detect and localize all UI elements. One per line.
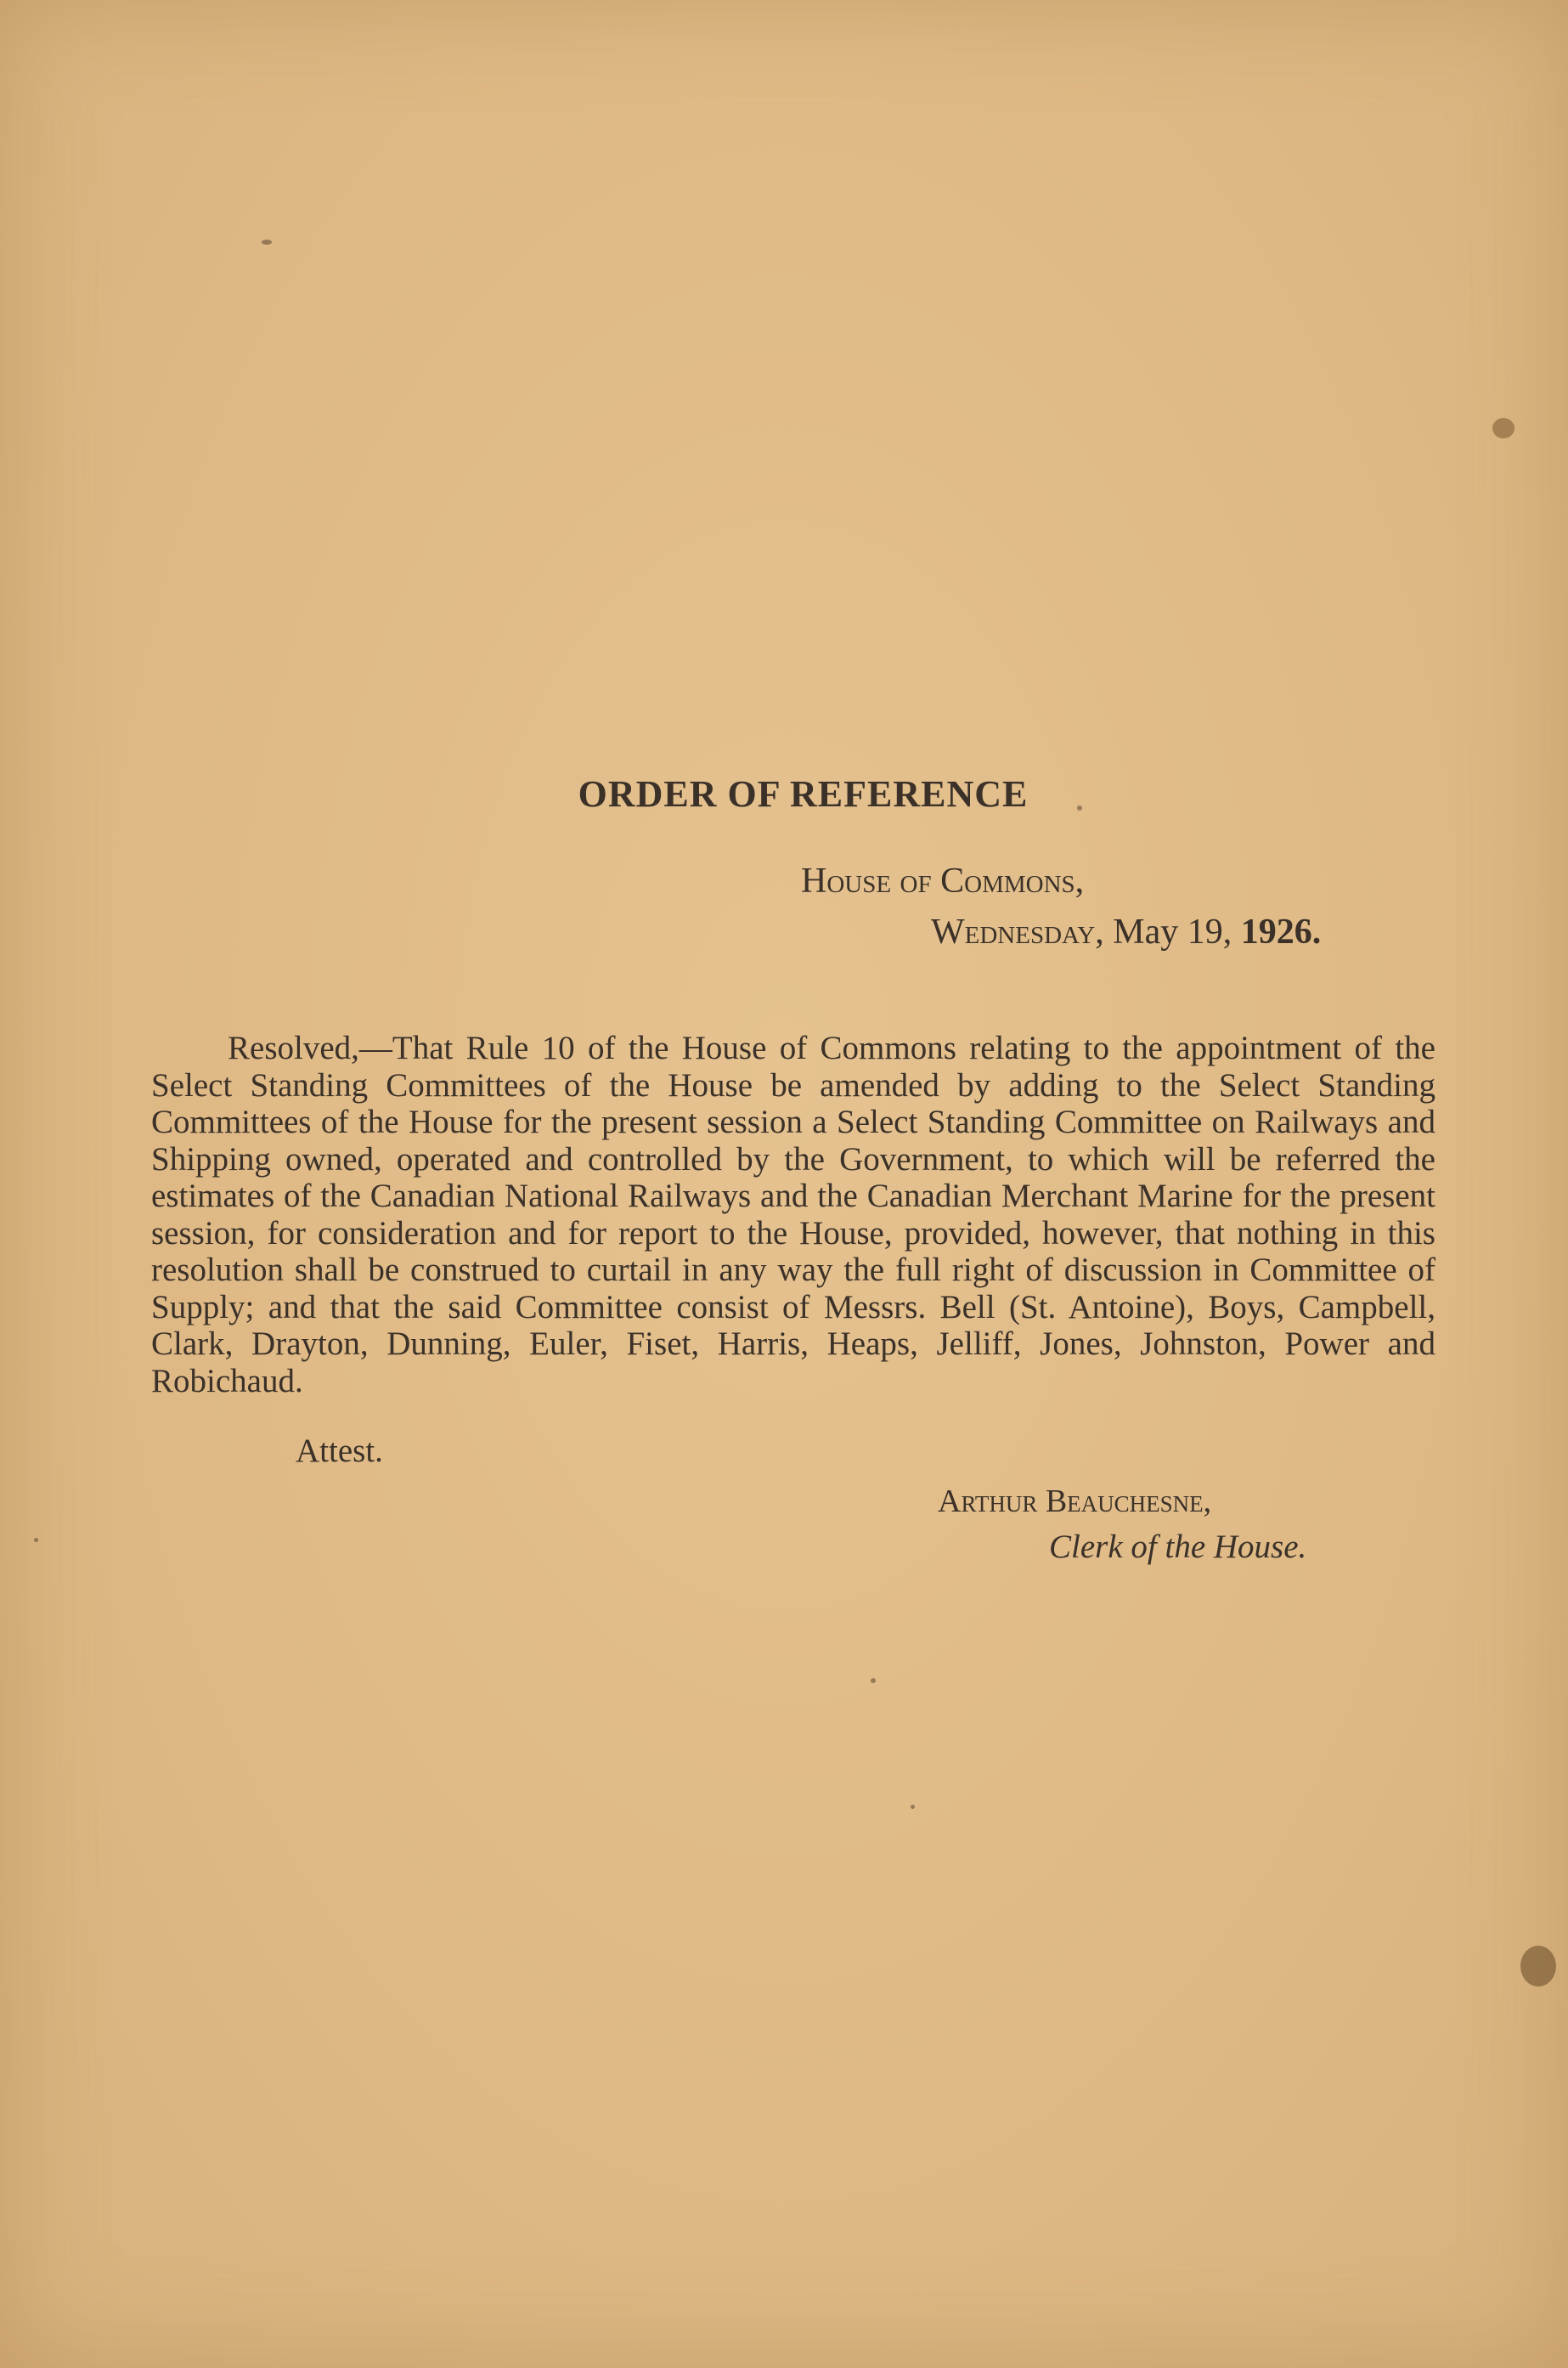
attest-label: Attest.: [296, 1433, 383, 1469]
paper-stain: [1492, 418, 1514, 438]
dateline-weekday: Wednesday,: [931, 913, 1104, 952]
paper-fleck: [262, 240, 272, 245]
document-heading: ORDER OF REFERENCE: [578, 773, 1029, 815]
dateline-date: [931, 909, 1321, 955]
paper-stain: [1520, 1946, 1556, 1987]
dateline-year: 1926.: [1240, 913, 1322, 952]
dateline: [151, 858, 1438, 986]
document-content: [151, 765, 1438, 1582]
paper-fleck: [871, 1678, 876, 1683]
dateline-day: May 19,: [1113, 913, 1232, 952]
paper-fleck: [911, 1805, 915, 1809]
signature-block: [151, 1480, 1438, 1582]
resolution-paragraph: Resolved,—That Rule 10 of the House of Commons relating to the appointment of the Select Standing Committees of the House be amended by adding to the Select Standing Committees of the House for the present session a Select Standing Committee on Railways and Shipping owned, operated and controlled by the Government, to which will be referred the estimates of the Canadian National Railways and the Canadian Merchant Marine for the present session, for consideration and for report to the House, provided, however, that nothing in this resolution shall be construed to curtail in any way the full right of discussion in Committee of Supply; and that the said Committee consist of Messrs. Bell (St. Antoine), Boys, Campbell, Clark, Drayton, Dunning, Euler, Fiset, Harris, Heaps, Jelliff, Jones, Johnston, Power and Robichaud.: [151, 1030, 1435, 1399]
dateline-house: House of Commons,: [801, 862, 1085, 901]
paper-fleck: [34, 1538, 38, 1542]
signatory-title: Clerk of the House.: [1049, 1529, 1307, 1565]
signatory-name: Arthur Beauchesne,: [938, 1484, 1212, 1519]
